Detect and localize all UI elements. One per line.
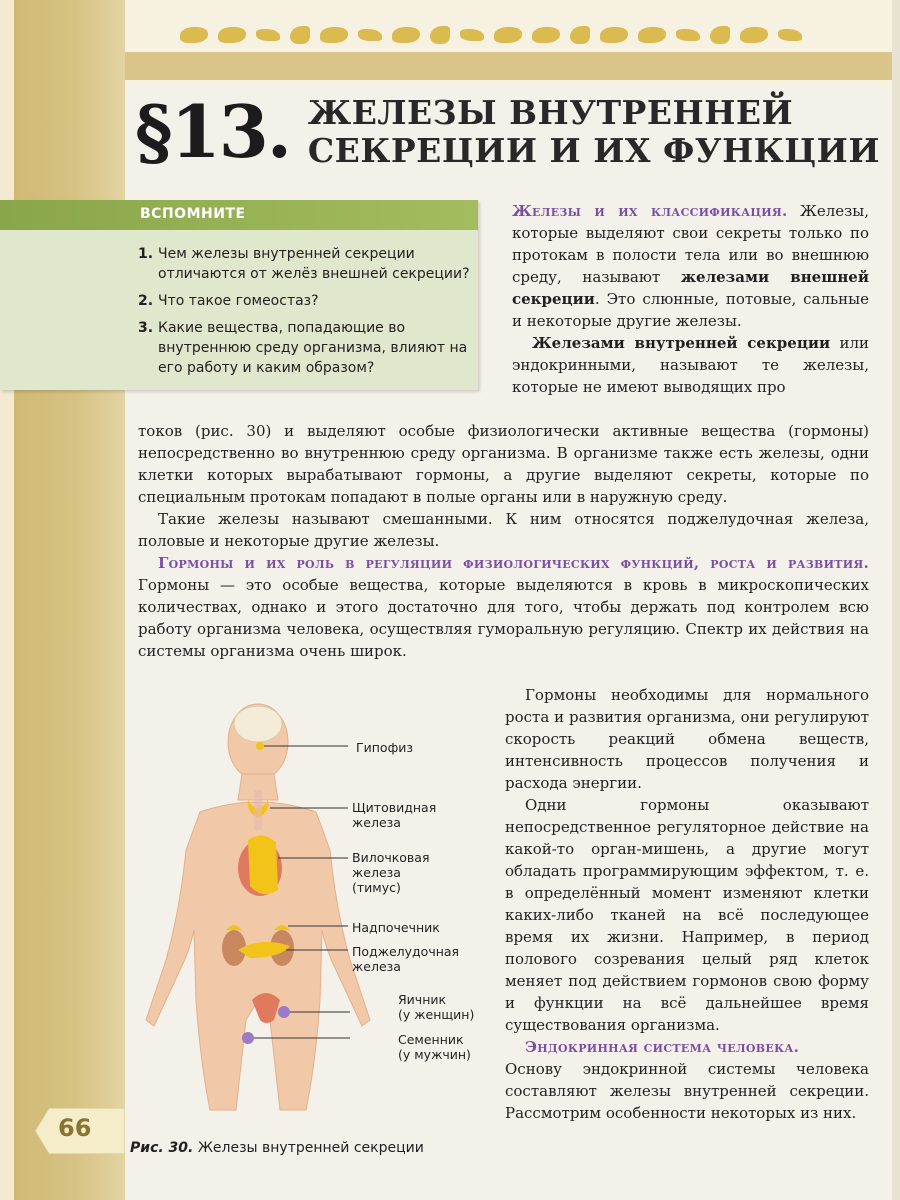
animal-icon [180, 27, 208, 43]
animal-silhouette-strip [180, 22, 895, 48]
keyword-exocrine: железами внешней секреции [512, 268, 869, 308]
testis-gland [242, 1032, 254, 1044]
question-number: 2. [138, 293, 154, 309]
recall-question-list [138, 244, 473, 385]
animal-icon [570, 26, 590, 44]
chapter-title-line1: ЖЕЛЕЗЫ ВНУТРЕННЕЙ [307, 93, 794, 132]
right-page-edge [892, 0, 900, 1200]
page-edge [0, 0, 14, 1200]
text-column-right-top [512, 200, 869, 398]
question-text: Что такое гомеостаз? [158, 293, 319, 309]
paragraph-endocrine-start [512, 332, 869, 398]
label-pituitary [356, 740, 413, 755]
recall-question [138, 244, 473, 284]
text-column-full [138, 420, 869, 662]
paragraph-mixed-glands: Такие железы называют смешанными. К ним относятся поджелудочная железа, половые и некоторые другие железы. [138, 510, 869, 550]
subheading-hormones: Гормоны и их роль в регуляции физиологических функций, роста и развития. [158, 554, 869, 572]
animal-icon [392, 27, 420, 43]
pituitary-gland [256, 742, 264, 750]
label-ovary [398, 992, 474, 1022]
label-testis [398, 1032, 471, 1062]
figure-caption-text: Железы внутренней секреции [193, 1140, 424, 1156]
question-text: Какие вещества, попадающие во внутреннюю среду организма, влияют на его работу и каким образом? [158, 320, 468, 376]
recall-question [138, 318, 473, 378]
figure-endocrine-glands [130, 700, 490, 1120]
text-span: Железы, которые выделяют свои секреты только по протокам в полости тела или во внешнюю среду, называют [512, 202, 869, 286]
animal-icon [430, 26, 450, 44]
paragraph-hormones-growth: Гормоны необходимы для нормального роста и развития организма, они регулируют скорость реакций обмена веществ, интенсивность процессов получения и расхода энергии. [505, 686, 869, 792]
text-span: или эндокринными, называют те железы, которые не имеют выводящих про [512, 334, 869, 396]
label-text: Гипофиз [356, 740, 414, 755]
paragraph-hormones-action: Одни гормоны оказывают непосредственное регуляторное действие на какой-то орган-мишень, а другие могут обладать программирующим эффектом, т. е. в определённый момент изменяют клетки каких-либо тканей на всё последующее время их жизни. Например, в период полового созревания целый ряд клеток меняет под действием гормонов свою форму и функции на всё дальнейшее время существования организма. [505, 796, 869, 1034]
chapter-heading [135, 89, 881, 174]
paragraph-endocrine-system [505, 1036, 869, 1058]
recall-title: ВСПОМНИТЕ [140, 206, 246, 222]
paragraph-endocrine-system-text: Основу эндокринной системы человека составляют железы внутренней секреции. Рассмотрим особенности некоторых из них. [505, 1060, 869, 1122]
animal-icon [600, 27, 628, 43]
animal-icon [676, 29, 700, 41]
animal-icon [494, 27, 522, 43]
chapter-title [308, 94, 880, 170]
left-margin-band [0, 0, 125, 1200]
figure-caption-ref: Рис. 30. [130, 1140, 194, 1156]
recall-box [0, 200, 478, 390]
page-number: 66 [58, 1114, 92, 1142]
label-thyroid [352, 800, 436, 830]
animal-icon [740, 27, 768, 43]
label-text: железа [352, 865, 401, 880]
animal-icon [358, 29, 382, 41]
label-adrenal [352, 920, 440, 935]
question-text: Чем железы внутренней секреции отличаются от желёз внешней секреции? [158, 246, 470, 282]
trachea-shape [254, 790, 262, 830]
label-text: (у женщин) [398, 1007, 475, 1022]
subheading-endocrine-system: Эндокринная система человека. [525, 1038, 800, 1056]
label-text: Семенник [398, 1032, 464, 1047]
text-span: . Это слюнные, потовые, сальные и некоторые другие железы. [512, 290, 869, 330]
animal-icon [218, 27, 246, 43]
animal-icon [256, 29, 280, 41]
brain-shape [234, 706, 282, 742]
question-number: 3. [138, 320, 154, 336]
label-text: Надпочечник [352, 920, 440, 935]
label-text: Щитовидная [352, 800, 437, 815]
label-pancreas [352, 944, 459, 974]
label-text: (тимус) [352, 880, 401, 895]
animal-icon [290, 26, 310, 44]
body-silhouette [146, 704, 370, 1110]
animal-icon [638, 27, 666, 43]
label-text: железа [352, 959, 401, 974]
recall-header [0, 200, 478, 230]
animal-icon [710, 26, 730, 44]
recall-question [138, 291, 473, 311]
animal-icon [532, 27, 560, 43]
label-text: Поджелудочная [352, 944, 460, 959]
label-text: (у мужчин) [398, 1047, 471, 1062]
text-span: Гормоны — это особые вещества, которые выделяются в кровь в микроскопических количествах, однако и этого достаточно для того, чтобы держать под контролем всю работу организма человека, осуществляя гуморальную регуляцию. Спектр их действия на системы организма очень широк. [138, 576, 869, 660]
figure-caption [130, 1140, 490, 1156]
label-thymus [352, 850, 429, 895]
label-text: Яичник [398, 992, 447, 1007]
animal-icon [778, 29, 802, 41]
paragraph-hormones-role [138, 552, 869, 662]
chapter-number: §13. [135, 89, 290, 174]
text-column-right-bottom [505, 684, 869, 1124]
paragraph-endocrine-cont: токов (рис. 30) и выделяют особые физиологически активные вещества (гормоны) непосредственно во внутреннюю среду организма. В организме также есть железы, одни клетки которых вырабатывают гормоны, а другие выделяют секреты, которые по специальным протокам попадают в полые органы или в наружную среду. [138, 422, 869, 506]
chapter-title-line2: СЕКРЕЦИИ И ИХ ФУНКЦИИ [307, 131, 881, 170]
keyword-endocrine: Железами внутренней секреции [532, 334, 831, 352]
paragraph-glands-classification [512, 200, 869, 332]
label-text: железа [352, 815, 401, 830]
label-text: Вилочковая [352, 850, 430, 865]
question-number: 1. [138, 246, 154, 262]
thymus-gland [248, 835, 278, 894]
subheading-glands: Железы и их классификация. [512, 202, 788, 220]
animal-icon [320, 27, 348, 43]
header-stripe [125, 52, 900, 80]
ovary-gland [278, 1006, 290, 1018]
animal-icon [460, 29, 484, 41]
